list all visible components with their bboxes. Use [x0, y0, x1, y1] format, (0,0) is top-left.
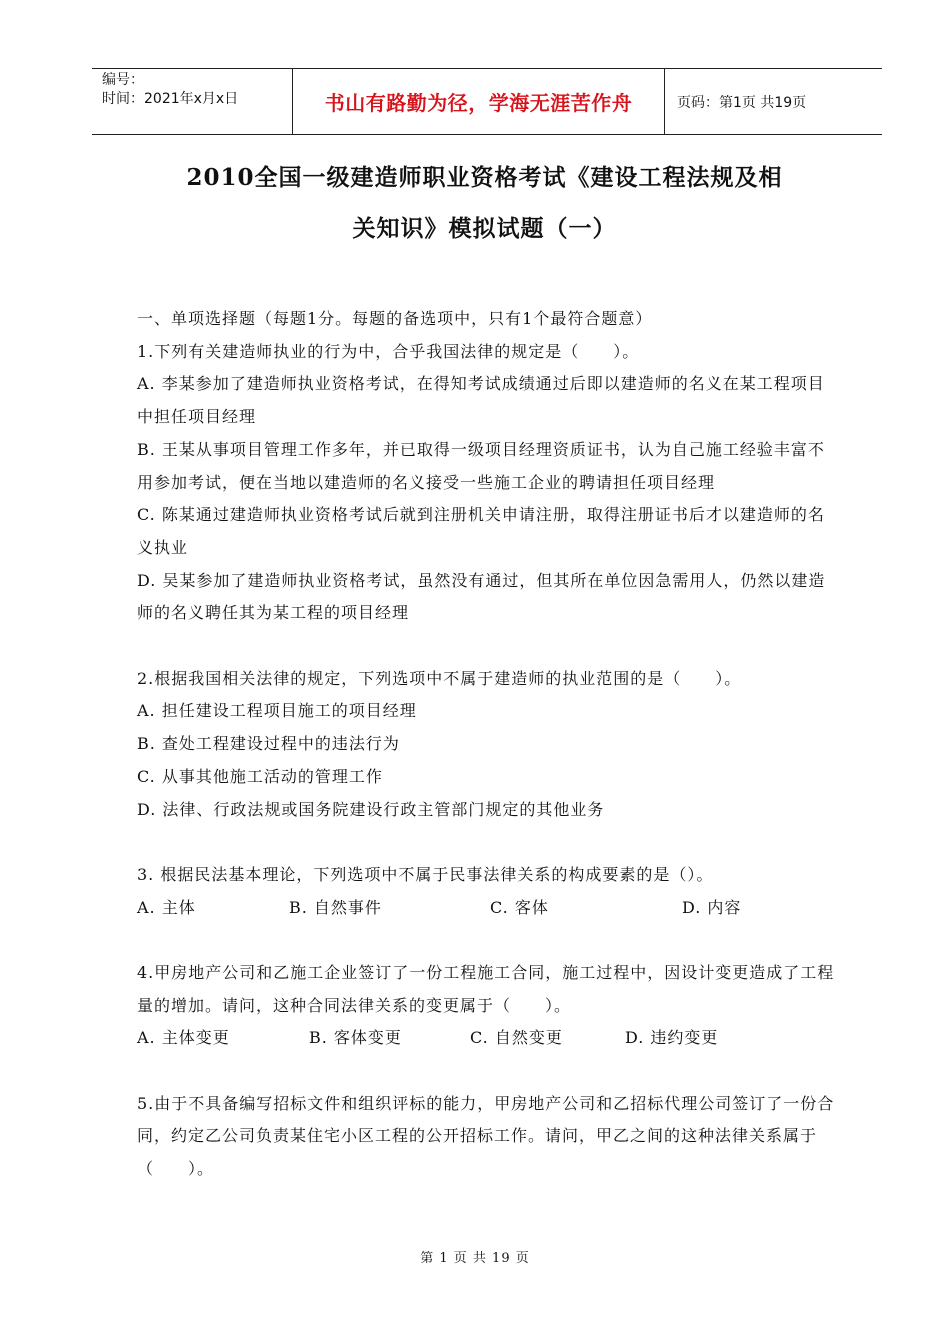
document-time-label: 时间：2021年x月x日 [102, 91, 239, 107]
question-1 [137, 336, 837, 630]
header-meta-cell [92, 69, 293, 134]
question-1-option-c: C. 陈某通过建造师执业资格考试后就到注册机关申请注册，取得注册证书后才以建造师的名义执业 [137, 505, 825, 557]
question-2 [137, 663, 837, 827]
header-page-label: 页码：第1页 共19页 [677, 94, 807, 111]
question-3-option-c: C. 客体 [490, 897, 549, 917]
question-3 [137, 859, 837, 924]
spacer [137, 1055, 837, 1088]
spacer [137, 630, 837, 663]
document-title-line-1: 2010全国一级建造师职业资格考试《建设工程法规及相 [186, 164, 783, 191]
question-4-option-c: C. 自然变更 [470, 1028, 563, 1048]
section-heading: 一、单项选择题（每题1分。每题的备选项中，只有1个最符合题意） [137, 309, 653, 328]
page-footer: 第 1 页 共 19 页 [420, 1251, 530, 1266]
question-4 [137, 957, 837, 1055]
question-1-option-a: A. 李某参加了建造师执业资格考试，在得知考试成绩通过后即以建造师的名义在某工程项目中担任项目经理 [137, 374, 825, 427]
spacer [137, 826, 837, 859]
exam-content [137, 303, 837, 1186]
question-3-option-d: D. 内容 [682, 897, 742, 917]
question-1-stem: 1.下列有关建造师执业的行为中，合乎我国法律的规定是（ ）。 [137, 341, 640, 361]
question-3-options [137, 892, 837, 925]
document-number-label: 编号： [102, 72, 144, 88]
header-motto: 书山有路勤为径，学海无涯苦作舟 [293, 69, 665, 134]
question-2-option-d: D. 法律、行政法规或国务院建设行政主管部门规定的其他业务 [137, 799, 605, 819]
document-title [112, 152, 857, 254]
question-3-stem: 3. 根据民法基本理论，下列选项中不属于民事法律关系的构成要素的是（）。 [137, 864, 714, 884]
question-4-option-d: D. 违约变更 [625, 1028, 719, 1048]
spacer [137, 924, 837, 957]
question-4-options [137, 1022, 837, 1055]
question-2-option-a: A. 担任建设工程项目施工的项目经理 [137, 701, 417, 721]
question-2-option-b: B. 查处工程建设过程中的违法行为 [137, 734, 400, 754]
question-4-stem: 4.甲房地产公司和乙施工企业签订了一份工程施工合同，施工过程中，因设计变更造成了工程量的增加。请问，这种合同法律关系的变更属于（ ）。 [137, 963, 835, 1015]
question-3-option-b: B. 自然事件 [289, 897, 382, 917]
question-3-option-a: A. 主体 [137, 897, 196, 917]
question-5-stem: 5.由于不具备编写招标文件和组织评标的能力，甲房地产公司和乙招标代理公司签订了一份合同，约定乙公司负责某住宅小区工程的公开招标工作。请问，甲乙之间的这种法律关系属于（ ）。 [137, 1093, 835, 1179]
document-title-line-2: 关知识》模拟试题（一） [352, 215, 617, 242]
question-2-option-c: C. 从事其他施工活动的管理工作 [137, 766, 383, 786]
question-4-option-a: A. 主体变更 [137, 1028, 230, 1048]
question-2-stem: 2.根据我国相关法律的规定，下列选项中不属于建造师的执业范围的是（ ）。 [137, 668, 742, 688]
question-4-option-b: B. 客体变更 [309, 1028, 402, 1048]
question-5 [137, 1088, 837, 1186]
question-1-option-b: B. 王某从事项目管理工作多年，并已取得一级项目经理资质证书，认为自己施工经验丰富不用参加考试，便在当地以建造师的名义接受一些施工企业的聘请担任项目经理 [137, 439, 825, 492]
document-header [92, 68, 882, 135]
question-1-option-d: D. 吴某参加了建造师执业资格考试，虽然没有通过，但其所在单位因急需用人，仍然以建造师的名义聘任其为某工程的项目经理 [137, 570, 826, 623]
